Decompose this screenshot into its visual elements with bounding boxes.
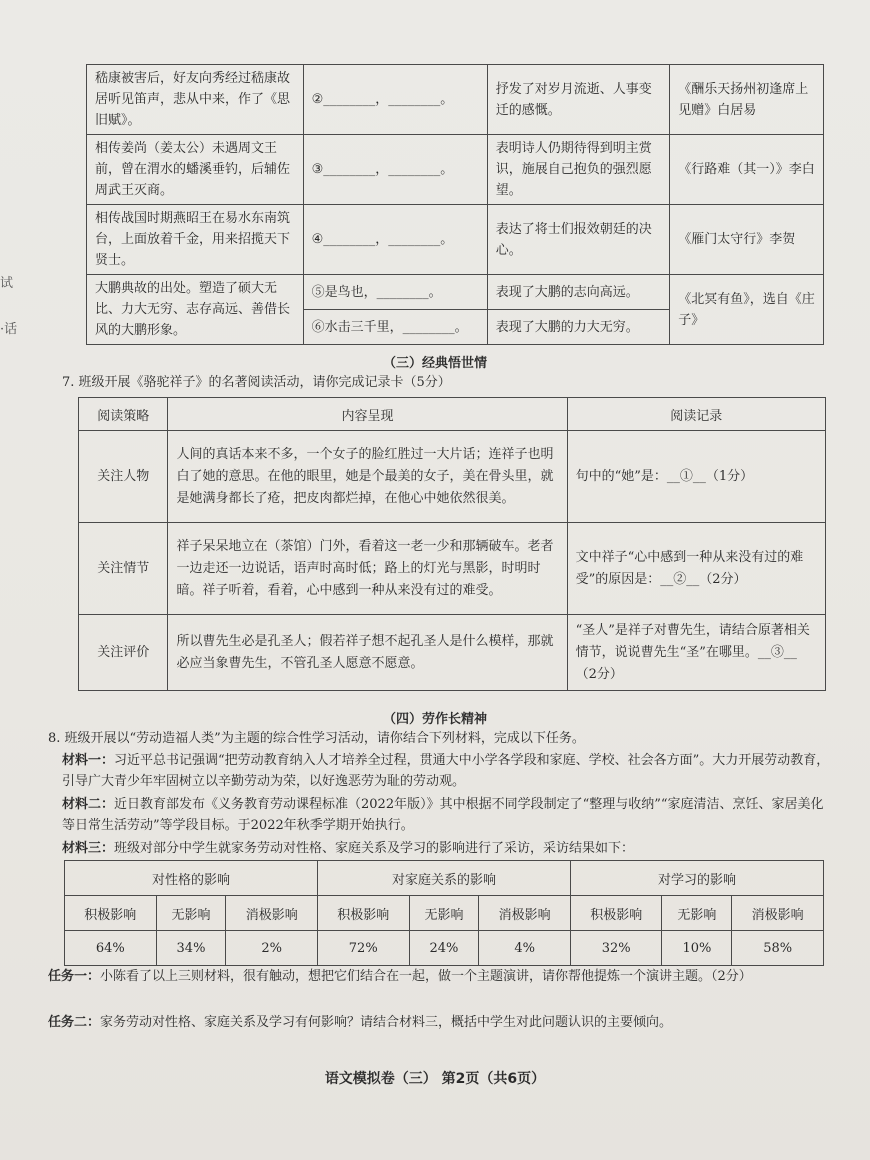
reading-record-table	[78, 397, 826, 691]
material-3: 材料三：班级对部分中学生就家务劳动对性格、家庭关系及学习的影响进行了采访，采访结果如下：	[62, 841, 635, 856]
margin-mark: 试	[0, 276, 14, 291]
table-row: 相传姜尚（姜太公）未遇周文王前，曾在渭水的蟠溪垂钓，后辅佐周武王灭商。 ③________，________。 表明诗人仍期待得到明主赏识，施展自己抱负的强烈愿望。 《行路难（其一）》李白	[87, 135, 824, 205]
table-row: 相传战国时期燕昭王在易水东南筑台，上面放着千金，用来招揽天下贤士。 ④________，________。 表达了将士们报效朝廷的决心。 《雁门太守行》李贺	[87, 205, 824, 275]
question-8-stem: 8. 班级开展以“劳动造福人类”为主题的综合性学习活动，请你结合下列材料，完成以下任务。	[48, 731, 585, 746]
table-row: 大鹏典故的出处。塑造了硕大无比、力大无穷、志存高远、善借长风的大鹏形象。 ⑤是鸟也，________。 表现了大鹏的志向高远。 《北冥有鱼》，选自《庄子》	[87, 275, 824, 310]
task-1: 任务一：小陈看了以上三则材料，很有触动，想把它们结合在一起，做一个主题演讲，请你帮他提炼一个演讲主题。（2分）	[48, 969, 752, 984]
table-row: 嵇康被害后，好友向秀经过嵇康故居听见笛声，悲从中来，作了《思旧赋》。 ②________，________。 抒发了对岁月流逝、人事变迁的感慨。 《酬乐天扬州初逢席上见赠》白居易	[87, 65, 824, 135]
table-row: ⑥水击三千里，________。 表现了大鹏的力大无穷。	[87, 310, 824, 345]
allusion-table	[86, 64, 824, 345]
question-7-stem: 7. 班级开展《骆驼祥子》的名著阅读活动，请你完成记录卡（5分）	[62, 375, 451, 390]
margin-mark: ·话	[0, 322, 18, 337]
survey-table	[64, 860, 824, 966]
table-row: 关注人物 人间的真话本来不多，一个女子的脸红胜过一大片话；连祥子也明白了她的意思。在他的眼里，她是个最美的女子，美在骨头里，就是她满身都长了疮，把皮肉都烂掉，在他心中她依然很美。 句中的“她”是：__①__（1分）	[79, 431, 826, 523]
material-1: 材料一：习近平总书记强调“把劳动教育纳入人才培养全过程，贯通大中小学各学段和家庭、学校、社会各方面”。大力开展劳动教育，引导广大青少年牢固树立以辛勤劳动为荣，以好逸恶劳为耻的劳动观。	[62, 753, 830, 789]
table-header-row: 对性格的影响 对家庭关系的影响 对学习的影响	[65, 861, 824, 896]
page-footer: 语文模拟卷（三） 第2页（共6页）	[324, 1071, 546, 1087]
section-title: （四）劳作长精神	[382, 712, 487, 727]
task-2: 任务二：家务劳动对性格、家庭关系及学习有何影响？请结合材料三，概括中学生对此问题认识的主要倾向。	[48, 1015, 673, 1030]
material-2: 材料二：近日教育部发布《义务教育劳动课程标准（2022年版）》其中根据不同学段制定了“整理与收纳”“家庭清洁、烹饪、家居美化等日常生活劳动”等学段目标。于2022年秋季学期开始执行。	[62, 797, 824, 833]
table-row: 关注评价 所以曹先生必是孔圣人；假若祥子想不起孔圣人是什么模样，那就必应当象曹先生，不管孔圣人愿意不愿意。 “圣人”是祥子对曹先生，请结合原著相关情节，说说曹先生“圣”在哪里。__③__（2分）	[79, 615, 826, 691]
table-subheader-row: 积极影响 无影响 消极影响 积极影响 无影响 消极影响 积极影响 无影响 消极影响	[65, 896, 824, 931]
table-row: 64% 34% 2% 72% 24% 4% 32% 10% 58%	[65, 931, 824, 966]
section-title: （三）经典悟世情	[382, 356, 487, 371]
table-row: 关注情节 祥子呆呆地立在（茶馆）门外，看着这一老一少和那辆破车。老者一边走还一边说话，语声时高时低；路上的灯光与黑影，时明时暗。祥子听着，看着，心中感到一种从来没有过的难受。 文中祥子“心中感到一种从来没有过的难受”的原因是：__②__（2分）	[79, 523, 826, 615]
table-header-row: 阅读策略 内容呈现 阅读记录	[79, 398, 826, 431]
